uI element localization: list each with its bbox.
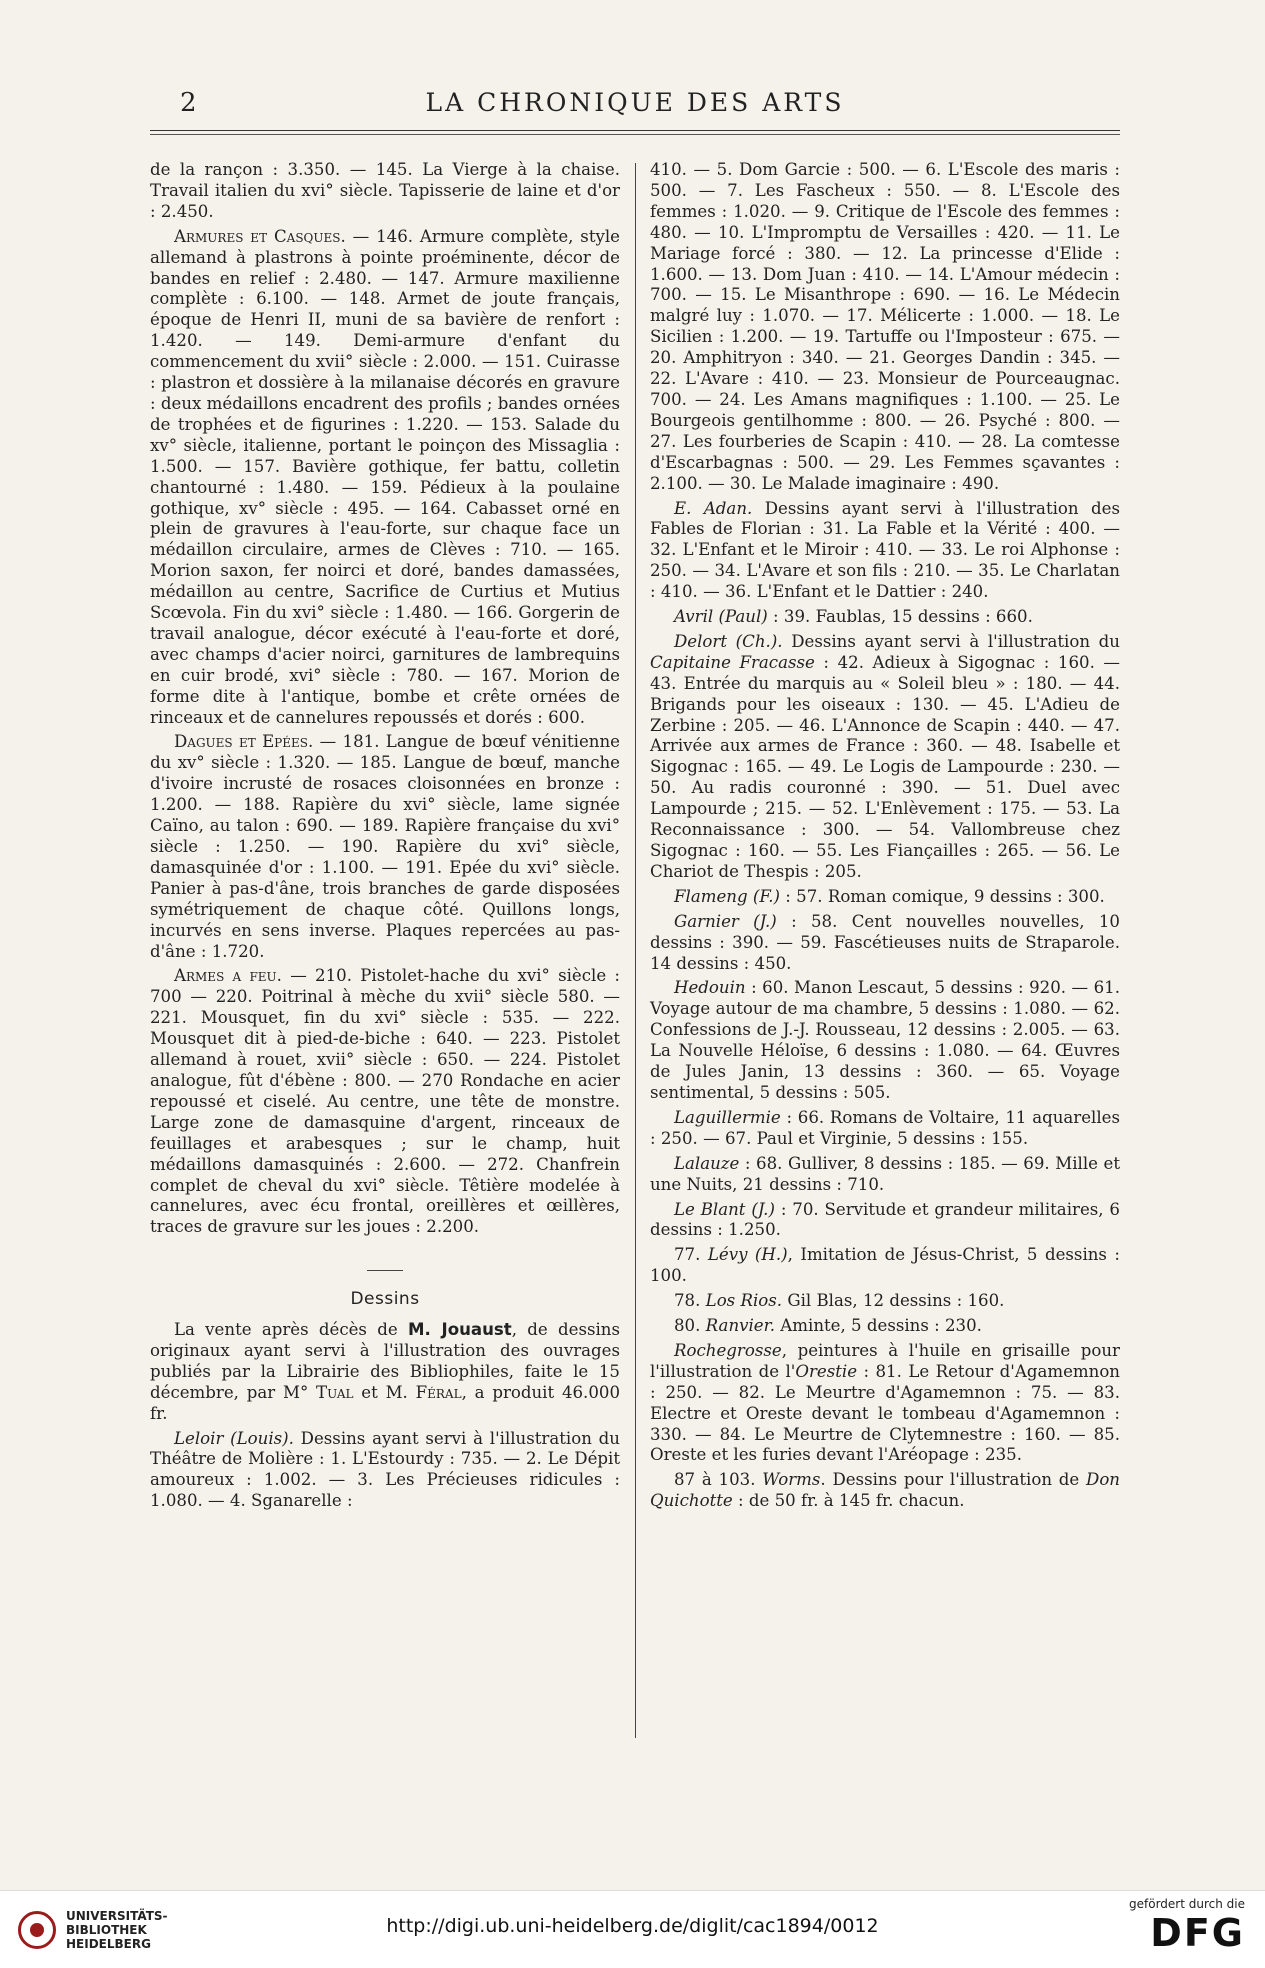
paragraph-text: : 70. Servitude et grandeur militaires, 6 dessins : 1.250.	[650, 1199, 1120, 1240]
paragraph-lalauze	[650, 1154, 1120, 1196]
section-separator	[150, 1256, 620, 1277]
paragraph-text: : 68. Gulliver, 8 dessins : 185. — 69. Mille et une Nuits, 21 dessins : 710.	[650, 1153, 1120, 1194]
paragraph: 410. — 5. Dom Garcie : 500. — 6. L'Escole des maris : 500. — 7. Les Fascheux : 550. — 8. L'Escole des femmes : 1.020. — 9. Critique de l'Escole des femmes : 480. — 10. L'Impromptu de Versailles : 420. — 11. Le Mariage forcé : 380. — 12. La princesse d'Elide : 1.600. — 13. Dom Juan : 410. — 14. L'Amour médecin : 700. — 15. Le Misanthrope : 690. — 16. Le Médecin malgré luy : 1.070. — 17. Mélicerte : 1.000. — 18. Le Sicilien : 1.200. — 19. Tartuffe ou l'Imposteur : 675. — 20. Amphitryon : 340. — 21. Georges Dandin : 345. — 22. L'Avare : 410. — 23. Monsieur de Pourceaugnac. 700. — 24. Les Amans magnifiques : 1.100. — 25. Le Bourgeois gentilhomme : 800. — 26. Psyché : 800. — 27. Les fourberies de Scapin : 410. — 28. La comtesse d'Escarbagnas : 500. — 29. Les Femmes sçavantes : 2.100. — 30. Le Malade imaginaire : 490.	[650, 160, 1120, 493]
text: 80.	[674, 1316, 706, 1336]
paragraph-delort	[650, 632, 1120, 883]
artist-name: Laguillermie	[674, 1107, 781, 1127]
work-title: Don Quichotte	[650, 1470, 1120, 1511]
viewer-footer	[0, 1890, 1265, 1968]
header-rule-thin	[150, 134, 1120, 135]
paragraph: de la rançon : 3.350. — 145. La Vierge à la chaise. Travail italien du xvi° siècle. Tapisserie de laine et d'or : 2.450.	[150, 160, 620, 221]
artist-name: Delort (Ch.).	[674, 631, 783, 651]
name-tual: Tual	[316, 1382, 354, 1402]
artist-name: Flameng (F.)	[674, 886, 781, 906]
paragraph-ranvier	[650, 1316, 1120, 1337]
artist-name: Garnier (J.)	[674, 911, 777, 931]
paragraph-text: Dessins ayant servi à l'illustration du Théâtre de Molière : 1. L'Estourdy : 735. — 2. Le Dépit amoureux : 1.002. — 3. Les Précieuses ridicules : 1.080. — 4. Sganarelle :	[150, 1428, 620, 1511]
paragraph-le-blant	[650, 1200, 1120, 1242]
text: La vente après décès de	[174, 1320, 408, 1340]
paragraph-garnier	[650, 912, 1120, 975]
artist-name: Rochegrosse	[674, 1340, 782, 1360]
dfg-note: gefördert durch die	[1129, 1897, 1245, 1911]
paragraph-text: — 181. Langue de bœuf vénitienne du xv° siècle : 1.320. — 185. Langue de bœuf, manche d'ivoire incrusté de rosaces cloisonnées en bronze : 1.200. — 188. Rapière du xvi° siècle, lame signée Caïno, au talon : 690. — 189. Rapière française du xvi° siècle : 1.250. — 190. Rapière du xvi° siècle, damasquinée d'or : 1.100. — 191. Epée du xvi° siècle. Panier à pas-d'âne, trois branches de garde disposées symétriquement de chaque côté. Quillons longs, incurvés en sens inverse. Plaques repercées au pas-d'âne : 1.720.	[150, 732, 620, 961]
artist-name: Avril (Paul)	[674, 607, 768, 627]
paragraph-text: Dessins ayant servi à l'illustration des Fables de Florian : 31. La Fable et la Vérité : 400. — 32. L'Enfant et le Miroir : 410. — 33. Le roi Alphonse : 250. — 34. L'Avare et son fils : 210. — 35. Le Charlatan : 410. — 36. L'Enfant et le Dattier : 240.	[650, 498, 1120, 602]
text: 77.	[674, 1245, 708, 1265]
bold-name: M. Jouaust	[407, 1320, 512, 1340]
logo-line: HEIDELBERG	[66, 1937, 151, 1951]
paragraph-hedouin	[650, 978, 1120, 1103]
artist-name: Lalauze	[674, 1153, 740, 1173]
artist-name: E. Adan.	[674, 498, 753, 518]
artist-name: Los Rios.	[705, 1291, 783, 1311]
text: 87 à 103.	[674, 1470, 763, 1490]
paragraph-adan	[650, 499, 1120, 604]
paragraph-text: : 39. Faublas, 15 dessins : 660.	[767, 607, 1033, 627]
paragraph-leloir	[150, 1429, 620, 1513]
paragraph-text: — 210. Pistolet-hache du xvi° siècle : 700 — 220. Poitrinal à mèche du xvii° siècle 580. — 221. Mousquet, fin du xvi° siècle : 535. — 222. Mousquet dit à pied-de-biche : 640. — 223. Pistolet allemand à rouet, xvii° siècle : 650. — 224. Pistolet analogue, fût d'ébène : 800. — 270 Rondache en acier repoussé et ciselé. Au centre, une tête de monstre. Large zone de damasquine d'argent, rinceaux de feuillages et arabesques ; sur le champ, huit médaillons damasquinés : 2.600. — 272. Chanfrein complet de cheval du xvi° siècle. Têtière modelée à cannelures, avec écu frontal, oreillères et œillères, traces de gravure sur les joues : 2.200.	[150, 966, 620, 1237]
page-number: 2	[180, 88, 197, 118]
paragraph-dagues	[150, 732, 620, 962]
paragraph-armes-a-feu	[150, 966, 620, 1238]
paragraph-jouaust	[150, 1320, 620, 1425]
paragraph-text: Aminte, 5 dessins : 230.	[775, 1316, 982, 1336]
paragraph-armures	[150, 227, 620, 729]
section-head: Armures et Casques.	[174, 226, 346, 246]
logo-line: UNIVERSITÄTS-	[66, 1909, 168, 1923]
paragraph-text: , Imitation de Jésus-Christ, 5 dessins : 100.	[650, 1245, 1121, 1286]
running-title: LA CHRONIQUE DES ARTS	[425, 88, 845, 117]
section-head: Dagues et Epées.	[174, 732, 314, 752]
dfg-logo[interactable]	[1075, 1897, 1245, 1963]
artist-name: Hedouin	[674, 978, 746, 998]
paragraph-laguillermie	[650, 1108, 1120, 1150]
text: et M.	[353, 1382, 416, 1402]
name-feral: Féral	[415, 1382, 462, 1402]
paragraph-text: : 60. Manon Lescaut, 5 dessins : 920. — 61. Voyage autour de ma chambre, 5 dessins : 1.080. — 62. Confessions de J.-J. Rousseau, 12 dessins : 2.005. — 63. La Nouvelle Héloïse, 6 dessins : 1.080. — 64. Œuvres de Jules Janin, 13 dessins : 360. — 65. Voyage sentimental, 5 dessins : 505.	[650, 978, 1120, 1102]
paragraph-text: : 58. Cent nouvelles nouvelles, 10 dessins : 390. — 59. Fascétieuses nuits de Straparole. 14 dessins : 450.	[650, 911, 1120, 973]
text: : de 50 fr. à 145 fr. chacun.	[732, 1491, 965, 1511]
logo-line: BIBLIOTHEK	[66, 1923, 147, 1937]
paragraph-text: — 146. Armure complète, style allemand à plastrons à pointe proéminente, décor de bandes en relief : 2.480. — 147. Armure maxilienne complète : 6.100. — 148. Armet de joute français, époque de Henri II, muni de sa bavière de renfort : 1.420. — 149. Demi-armure d'enfant du commencement du xvii° siècle : 2.000. — 151. Cuirasse : plastron et dossière à la milanaise décorés en gravure : deux médaillons encadrent des profils ; bandes ornées de trophées et de figurines : 1.220. — 153. Salade du xv° siècle, italienne, portant le poinçon des Missaglia : 1.500. — 157. Bavière gothique, fer battu, colletin chantourné : 1.480. — 159. Pédieux à la poulaine gothique, xv° siècle : 495. — 164. Cabasset orné en plein de gravures à l'eau-forte, sur chaque face un médaillon circulaire, armes de Clèves : 710. — 165. Morion saxon, fer noirci et doré, bandes damassées, médaillon au centre, Sacrifice de Curtius et Mutius Scœvola. Fin du xvi° siècle : 1.480. — 166. Gorgerin de travail analogue, décor exécuté à l'eau-forte et doré, avec champs d'acier noirci, garnitures de lambrequins en cuir brodé, xvi° siècle : 780. — 167. Morion de forme dite à l'antique, bombe et crête ornées de rinceaux et de cannelures repoussés et dorés : 600.	[150, 226, 620, 727]
text: 78.	[674, 1291, 706, 1311]
paragraph-text: : 57. Roman comique, 9 dessins : 300.	[780, 886, 1105, 906]
paragraph-flameng	[650, 887, 1120, 908]
work-title: Capitaine Fracasse	[650, 652, 815, 672]
page-header	[150, 88, 1120, 128]
header-rule	[150, 130, 1120, 131]
artist-name: Lévy (H.)	[707, 1245, 788, 1265]
paragraph-levy	[650, 1245, 1120, 1287]
artist-name: Le Blant (J.)	[674, 1199, 775, 1219]
text: : 81. Le Retour d'Agamemnon : 250. — 82. Le Meurtre d'Agamemnon : 75. — 83. Electre et Oreste devant le tombeau d'Agamemnon : 330. — 84. Le Meurtre de Clytemnestre : 160. — 85. Oreste et les furies devant l'Aréopage : 235.	[650, 1361, 1120, 1465]
paragraph-text: Gil Blas, 12 dessins : 160.	[782, 1291, 1005, 1311]
work-title: Orestie	[795, 1361, 858, 1381]
paragraph-avril	[650, 607, 1120, 628]
text: . Dessins pour l'illustration de	[820, 1470, 1087, 1490]
text: : 42. Adieux à Sigognac : 160. — 43. Entrée du marquis au « Soleil bleu » : 180. — 44. Brigands pour les oiseaux : 130. — 45. L'Adieu de Zerbine : 205. — 46. L'Annonce de Scapin : 440. — 47. Arrivée aux armes de France : 360. — 48. Isabelle et Sigognac : 165. — 49. Le Logis de Lampourde : 230. — 50. Au radis couronné : 390. — 51. Duel avec Lampourde ; 215. — 52. L'Enlèvement : 175. — 53. La Reconnaissance : 300. — 54. Vallombreuse chez Sigognac : 160. — 55. Les Fiançailles : 265. — 56. Le Chariot de Thespis : 205.	[650, 652, 1121, 881]
paragraph-worms	[650, 1470, 1120, 1512]
column-divider	[635, 163, 636, 1738]
permalink-url[interactable]: http://digi.ub.uni-heidelberg.de/diglit/cac1894/0012	[386, 1915, 879, 1937]
dfg-wordmark: DFG	[1150, 1911, 1245, 1955]
text: , a produit 46.000 fr.	[150, 1382, 621, 1423]
artist-name: Worms	[762, 1470, 821, 1490]
text: Dessins ayant servi à l'illustration du	[782, 631, 1120, 651]
section-title-dessins: Dessins	[350, 1289, 420, 1310]
artist-name: Leloir (Louis).	[174, 1428, 294, 1448]
paragraph-los-rios	[650, 1291, 1120, 1312]
paragraph-text: : 66. Romans de Voltaire, 11 aquarelles : 250. — 67. Paul et Virginie, 5 dessins : 155.	[650, 1107, 1120, 1148]
section-head: Armes a feu.	[174, 966, 282, 986]
text: , peintures à l'huile en grisaille pour l'illustration de l'	[650, 1340, 1120, 1381]
text: , de dessins originaux ayant servi à l'illustration des ouvrages publiés par la Librairie des Bibliophiles, faite le 15 décembre, par M°	[150, 1320, 620, 1402]
right-column	[650, 160, 1120, 1512]
artist-name: Ranvier.	[705, 1316, 776, 1336]
left-column	[150, 160, 620, 1512]
paragraph-rochegrosse	[650, 1341, 1120, 1466]
